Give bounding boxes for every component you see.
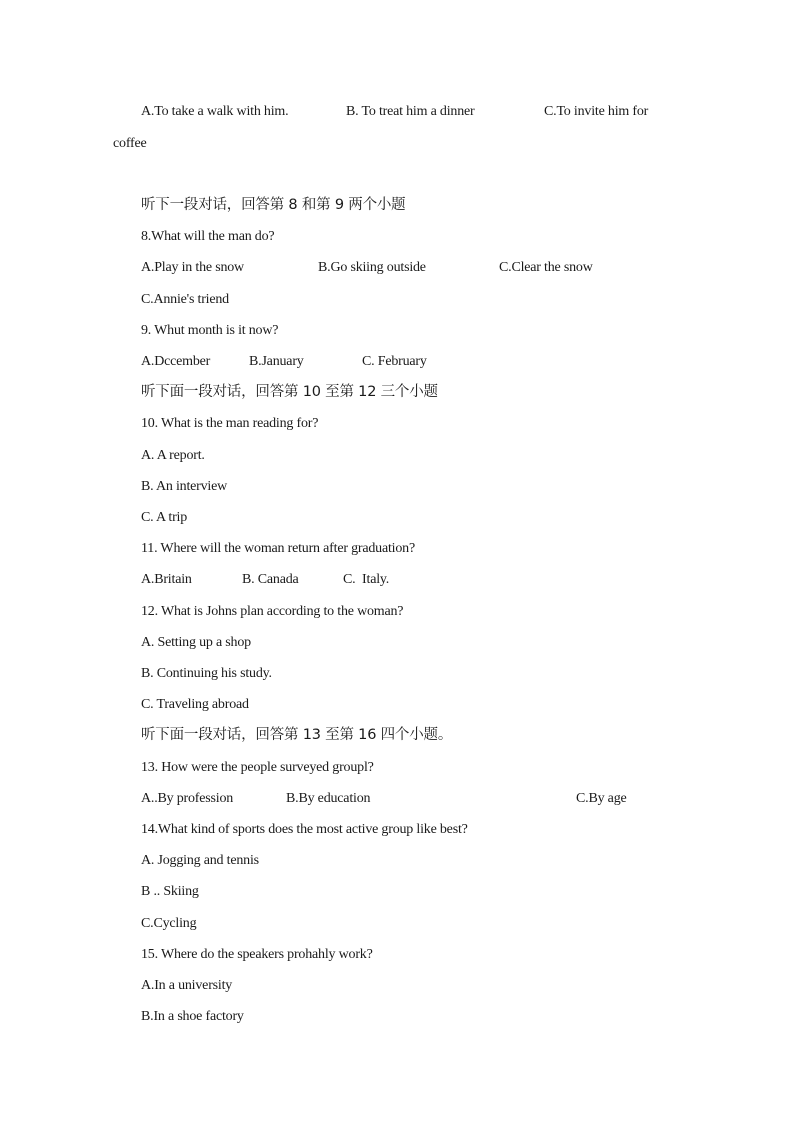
q11-option-c: C. Italy. [343,572,390,587]
q11-option-a: A.Britain [141,572,192,587]
q9-option-c: C. February [362,354,427,369]
q13-option-a: A..By profession [141,791,234,806]
q8-question: 8.What will the man do? [141,229,275,244]
q10-option-b: B. An interview [141,479,228,494]
q13-option-c: C.By age [576,791,627,806]
q8-option-b: B.Go skiing outside [318,260,426,275]
q14-option-c: C.Cycling [141,916,197,931]
q12-question: 12. What is Johns plan according to the woman? [141,604,404,619]
q7-option-a: A.To take a walk with him. [141,104,289,119]
q7-option-b: B. To treat him a dinner [346,104,475,119]
q7-option-c-wrap: coffee [113,136,147,151]
q8-extra-line: C.Annie's triend [141,292,229,307]
q9-option-a: A.Dccember [141,354,211,369]
q13-question: 13. How were the people surveyed groupl? [141,760,374,775]
section-heading-1: 听下一段对话，回答第 8 和第 9 两个小题 [141,197,406,213]
q11-option-b: B. Canada [242,572,299,587]
q10-option-a: A. A report. [141,448,205,463]
q12-option-a: A. Setting up a shop [141,635,251,650]
q14-option-b: B .. Skiing [141,884,199,899]
q10-option-c: C. A trip [141,510,188,525]
q11-question: 11. Where will the woman return after graduation? [141,541,415,556]
q14-question: 14.What kind of sports does the most active group like best? [141,822,468,837]
q15-question: 15. Where do the speakers prohahly work? [141,947,373,962]
q13-option-b: B.By education [286,791,371,806]
q8-option-a: A.Play in the snow [141,260,244,275]
q8-option-c: C.Clear the snow [499,260,593,275]
q9-option-b: B.January [249,354,304,369]
q9-question: 9. Whut month is it now? [141,323,279,338]
q12-option-c: C. Traveling abroad [141,697,249,712]
q15-option-b: B.In a shoe factory [141,1009,244,1024]
q14-option-a: A. Jogging and tennis [141,853,259,868]
q7-option-c: C.To invite him for [544,104,649,119]
section-heading-3: 听下面一段对话，回答第 13 至第 16 四个小题。 [141,727,453,743]
q12-option-b: B. Continuing his study. [141,666,272,681]
section-heading-2: 听下面一段对话，回答第 10 至第 12 三个小题 [141,384,438,400]
q15-option-a: A.In a university [141,978,233,993]
q10-question: 10. What is the man reading for? [141,416,319,431]
